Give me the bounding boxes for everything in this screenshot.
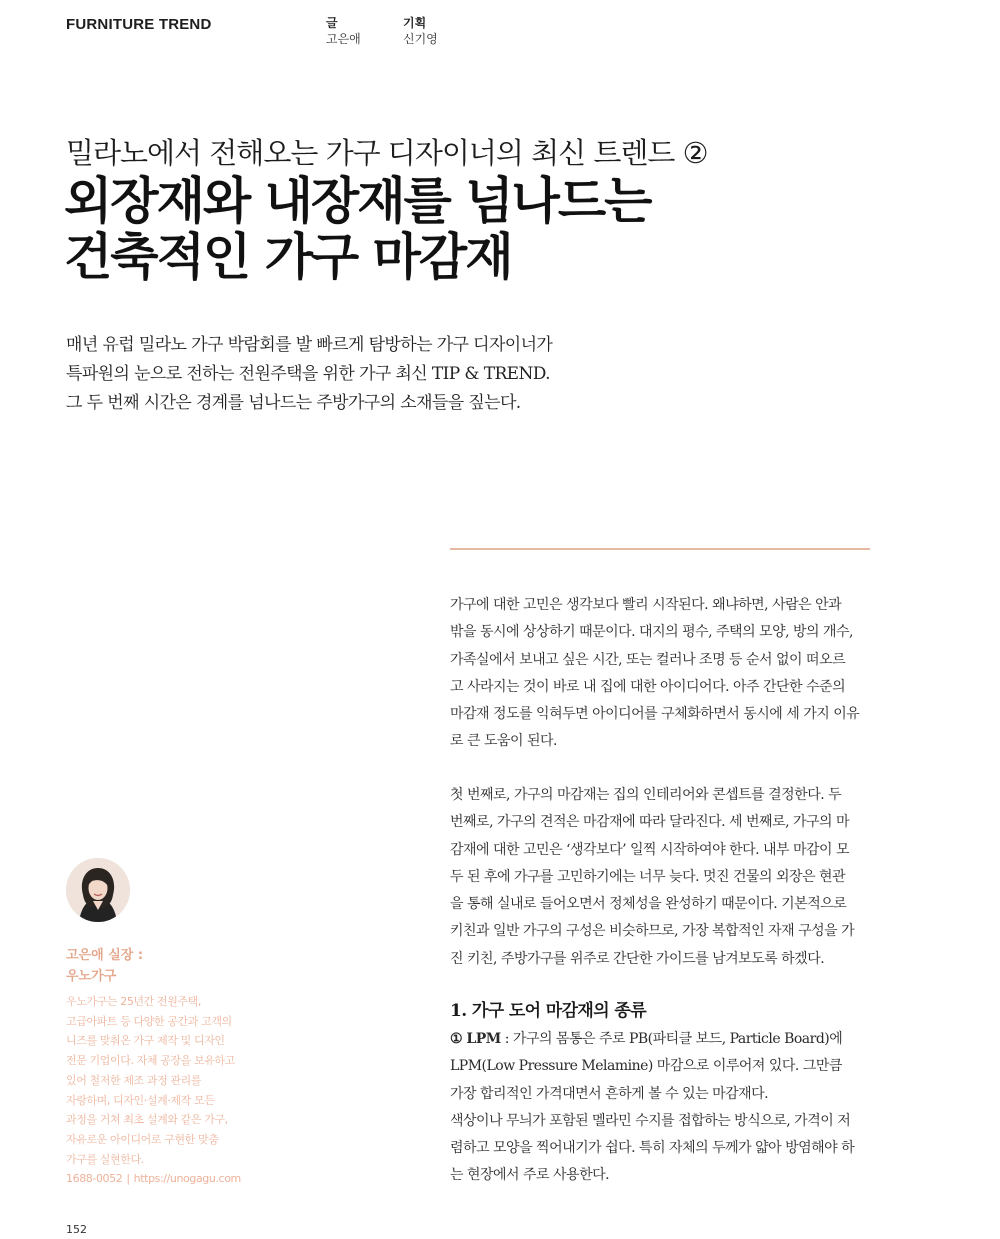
profile-desc-line: 전문 기업이다. 자체 공장을 보유하고 xyxy=(66,1054,235,1068)
body-line: 감재에 대한 고민은 ‘생각보다’ 일찍 시작하여야 한다. 내부 마감이 모 xyxy=(450,841,850,858)
profile-phone: 1688-0052 xyxy=(66,1172,123,1186)
body-line: 로 큰 도움이 된다. xyxy=(450,733,557,750)
lead-line: 특파원의 눈으로 전하는 전원주택을 위한 가구 최신 TIP & TREND. xyxy=(66,364,550,384)
profile-desc-line: 고급아파트 등 다양한 공간과 고객의 xyxy=(66,1014,232,1028)
body-line: 렴하고 모양을 찍어내기가 쉽다. 특히 자체의 두께가 얇아 방염해야 하 xyxy=(450,1140,855,1157)
body-paragraph-3 xyxy=(450,1026,870,1190)
profile-desc-line: 과정을 거쳐 최초 설계와 같은 가구, xyxy=(66,1113,228,1127)
profile-desc-line: 있어 철저한 제조 과정 관리를 xyxy=(66,1073,202,1087)
body-line: 밖을 동시에 상상하기 때문이다. 대지의 평수, 주택의 모양, 방의 개수, xyxy=(450,624,853,641)
body-line: 가장 합리적인 가격대면서 흔하게 볼 수 있는 마감재다. xyxy=(450,1085,769,1102)
body-paragraph-2 xyxy=(450,782,870,973)
body-line: 번째로, 가구의 견적은 마감재에 따라 달라진다. 세 번째로, 가구의 마 xyxy=(450,814,850,831)
profile-company: 우노가구 xyxy=(66,969,117,984)
body-line xyxy=(450,1026,870,1053)
body-line: 는 현장에서 주로 사용한다. xyxy=(450,1167,610,1184)
section-divider xyxy=(450,548,870,550)
planner-role: 기획 xyxy=(403,16,427,30)
article-subtitle: 밀라노에서 전해오는 가구 디자이너의 최신 트렌드 ② xyxy=(66,136,708,170)
body-line: 가족실에서 보내고 싶은 시간, 또는 컬러나 조명 등 순서 없이 떠오르 xyxy=(450,651,846,668)
profile-description xyxy=(66,992,241,1189)
body-line: 진 키친, 주방가구를 위주로 간단한 가이드를 남겨보도록 하겠다. xyxy=(450,950,825,967)
lpm-term: ① LPM xyxy=(450,1031,501,1047)
profile-url[interactable]: https://unogagu.com xyxy=(133,1172,241,1186)
avatar xyxy=(66,858,130,922)
section-heading: 1. 가구 도어 마감재의 종류 xyxy=(450,1001,647,1021)
body-line: 두 된 후에 가구를 고민하기에는 너무 늦다. 멋진 건물의 외장은 현관 xyxy=(450,868,846,885)
body-line: 을 통해 실내로 들어오면서 정체성을 완성하기 때문이다. 기본적으로 xyxy=(450,896,847,913)
lead-line: 매년 유럽 밀라노 가구 박람회를 발 빠르게 탐방하는 가구 디자이너가 xyxy=(66,335,553,355)
lead-line: 그 두 번째 시간은 경계를 넘나드는 주방가구의 소재들을 짚는다. xyxy=(66,393,521,413)
body-line: 키친과 일반 가구의 구성은 비슷하므로, 가장 복합적인 자재 구성을 가 xyxy=(450,923,855,940)
lpm-text: : 가구의 몸통은 주로 PB(파티클 보드, Particle Board)에 xyxy=(500,1031,843,1047)
body-paragraph-1 xyxy=(450,592,870,756)
body-line: 색상이나 무늬가 포함된 멜라민 수지를 접합하는 방식으로, 가격이 저 xyxy=(450,1112,851,1129)
title-line: 건축적인 가구 마감재 xyxy=(64,228,512,286)
body-line: LPM(Low Pressure Melamine) 마감으로 이루어져 있다. 그만큼 xyxy=(450,1058,842,1075)
portrait-icon xyxy=(66,858,130,922)
profile-name xyxy=(66,945,143,987)
profile-name-line: 고은애 실장 : xyxy=(66,948,144,963)
profile-desc-line: 자유로운 아이디어로 구현한 맞춤 xyxy=(66,1132,219,1146)
planner-name: 신기영 xyxy=(403,32,438,46)
profile-desc-line: 자랑하며, 디자인·설계·제작 모든 xyxy=(66,1093,215,1107)
profile-desc-line: 가구를 실현한다. xyxy=(66,1152,144,1166)
profile-desc-line: 니즈를 맞춰온 가구 제작 및 디자인 xyxy=(66,1034,225,1048)
contact-separator: | xyxy=(126,1172,130,1186)
body-line: 첫 번째로, 가구의 마감재는 집의 인테리어와 콘셉트를 결정한다. 두 xyxy=(450,787,842,803)
writer-name: 고은애 xyxy=(326,32,361,46)
credit-planner xyxy=(403,15,438,47)
article-lead xyxy=(66,331,552,418)
page-number: 152 xyxy=(66,1223,87,1236)
credit-writer xyxy=(326,15,361,47)
title-line: 외장재와 내장재를 넘나드는 xyxy=(64,172,651,230)
writer-role: 글 xyxy=(326,16,338,30)
profile-desc-line: 우노가구는 25년간 전원주택, xyxy=(66,995,201,1008)
article-title xyxy=(64,173,650,285)
body-line: 마감재 정도를 익혀두면 아이디어를 구체화하면서 동시에 세 가지 이유 xyxy=(450,706,860,723)
profile-contact xyxy=(66,1169,241,1189)
section-label: FURNITURE TREND xyxy=(66,16,212,33)
body-line: 가구에 대한 고민은 생각보다 빨리 시작된다. 왜냐하면, 사람은 안과 xyxy=(450,597,842,613)
body-line: 고 사라지는 것이 바로 내 집에 대한 아이디어다. 아주 간단한 수준의 xyxy=(450,678,846,695)
